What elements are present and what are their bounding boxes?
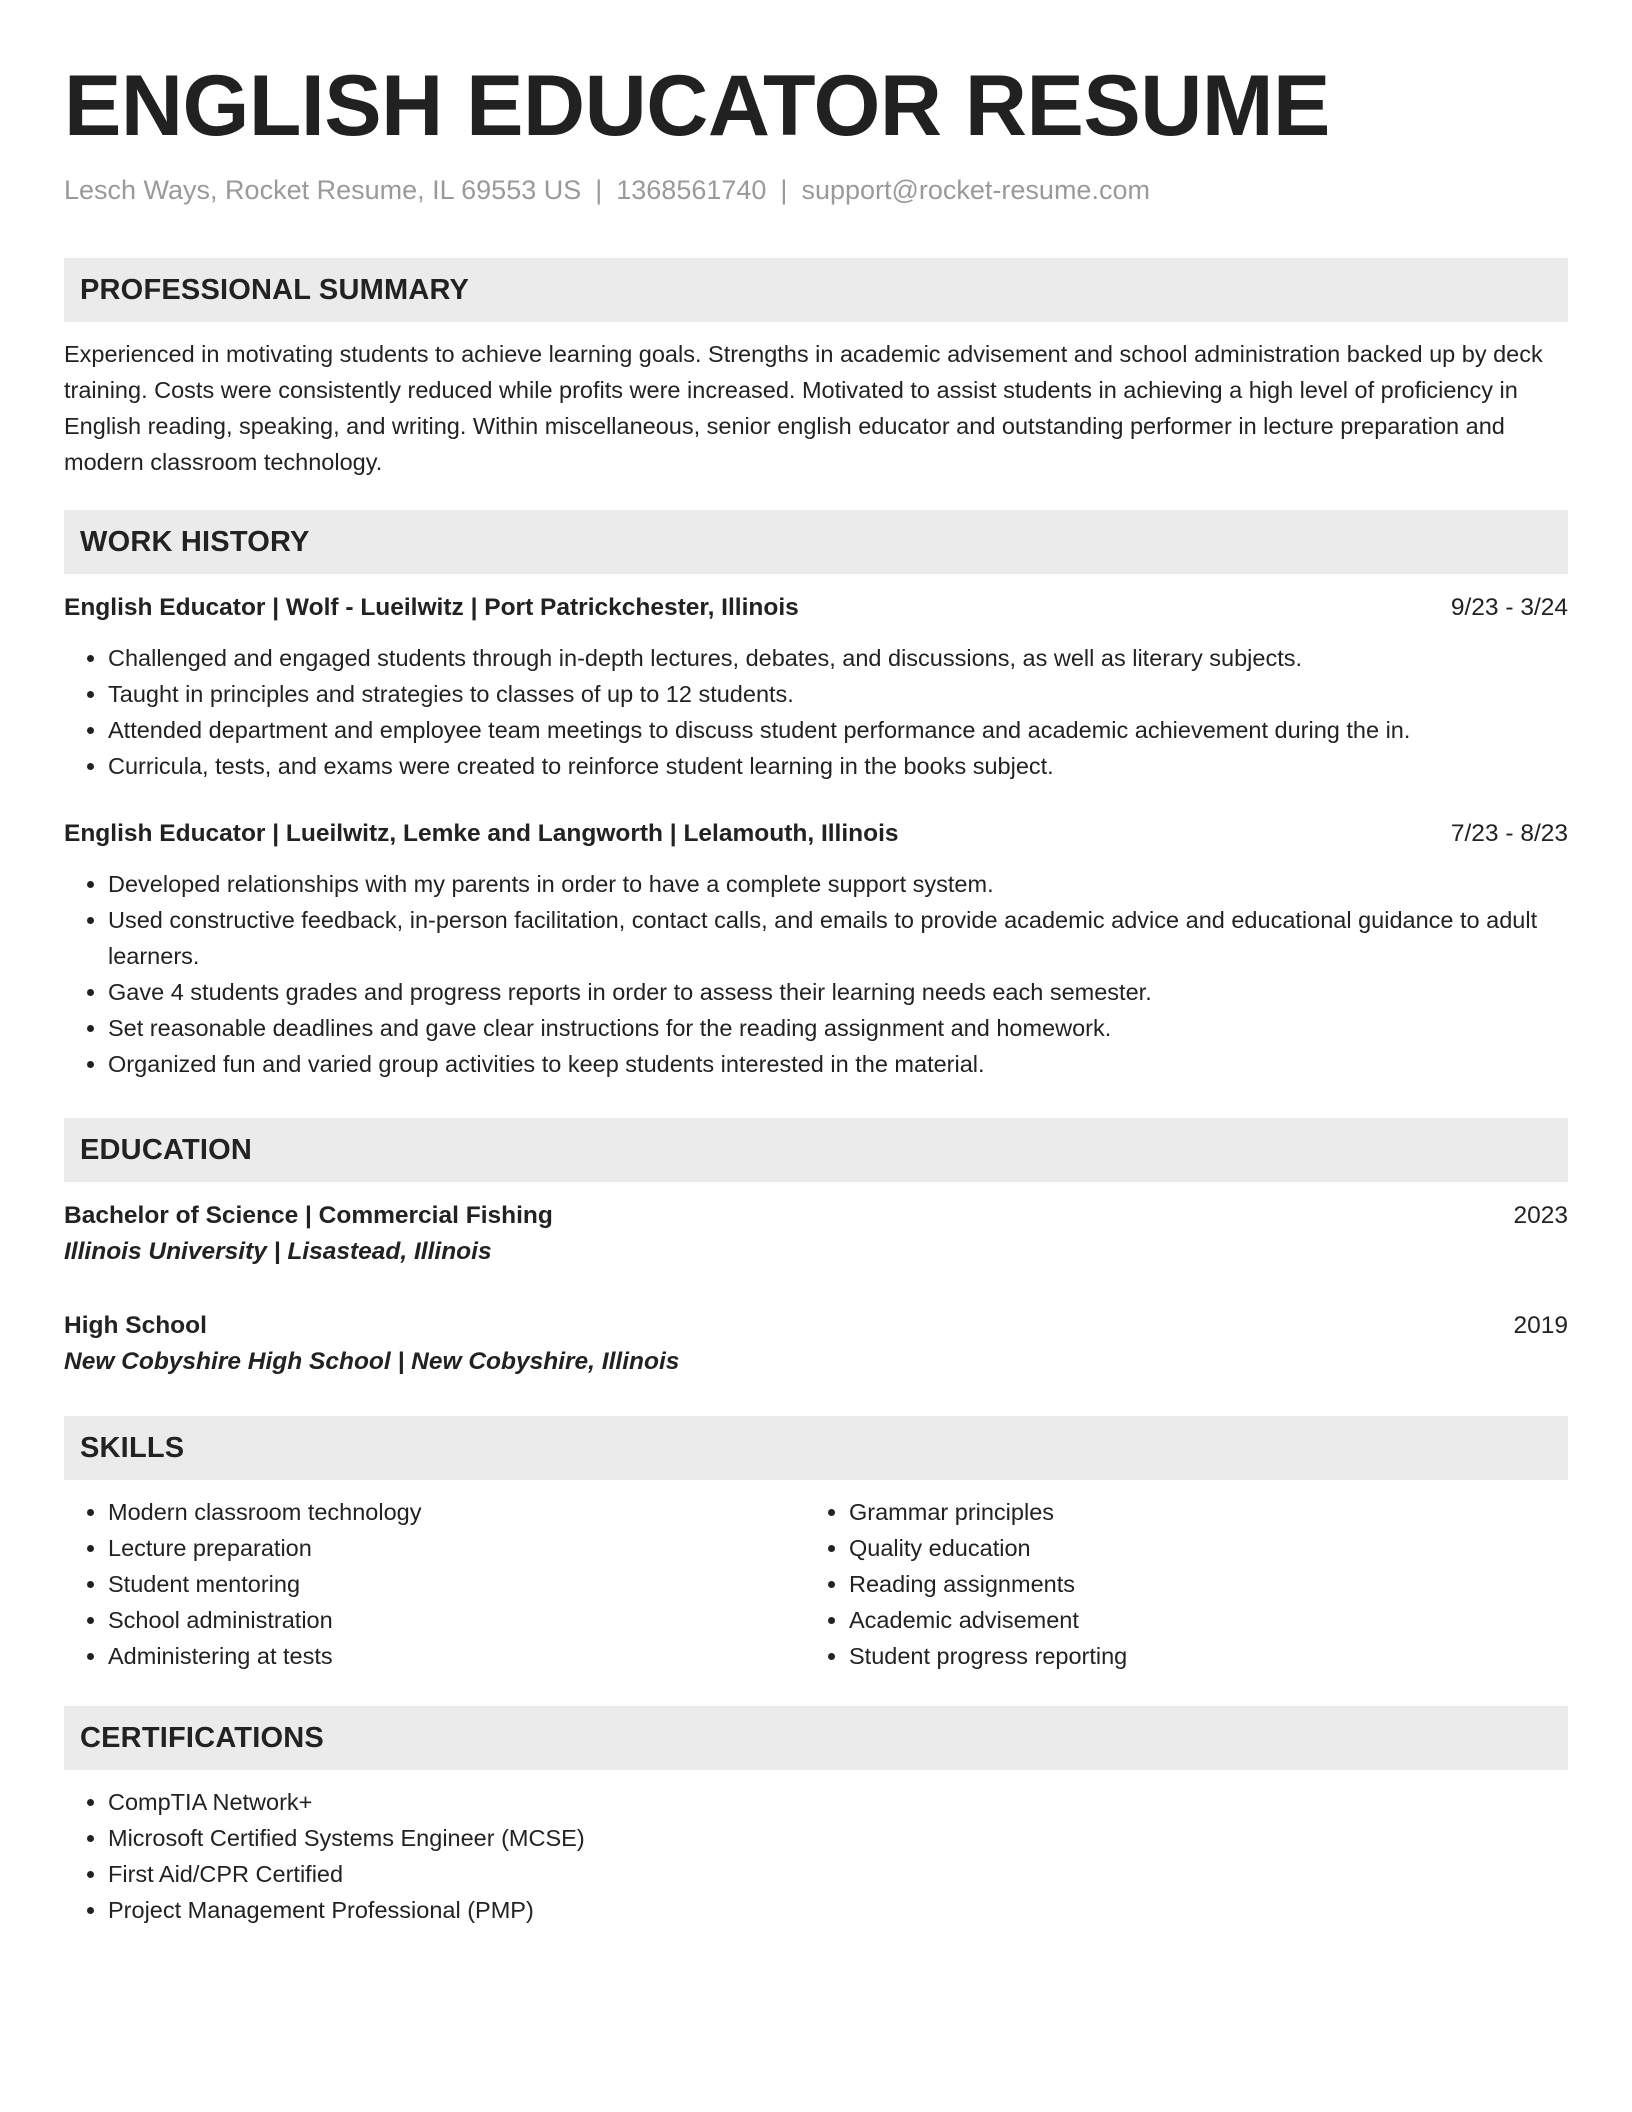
list-item: • Challenged and engaged students through in-depth lectures, debates, and discussions, as well as literary subjects. <box>108 640 1568 676</box>
job-bullets <box>64 640 1568 784</box>
list-item: • Gave 4 students grades and progress reports in order to assess their learning needs each semester. <box>108 974 1568 1010</box>
list-item: • Administering at tests <box>108 1638 805 1674</box>
list-item: • Organized fun and varied group activities to keep students interested in the material. <box>108 1046 1568 1082</box>
education-year: 2019 <box>1513 1312 1568 1339</box>
list-item: • School administration <box>108 1602 805 1638</box>
list-item: • Curricula, tests, and exams were created to reinforce student learning in the books subject. <box>108 748 1568 784</box>
skills-list <box>805 1494 1546 1674</box>
job-dates: 9/23 - 3/24 <box>1450 594 1568 621</box>
job-entry <box>64 816 1568 1082</box>
summary-text: Experienced in motivating students to achieve learning goals. Strengths in academic advisement and school administration backed up by deck training. Costs were consistently reduced while profits were increased. Motivated to assist students in achieving a high level of proficiency in English reading, speaking, and writing. Within miscellaneous, senior english educator and outstanding performer in lecture preparation and modern classroom technology. <box>64 341 1543 475</box>
list-item: • Attended department and employee team meetings to discuss student performance and academic achievement during the in. <box>108 712 1568 748</box>
education-entry <box>64 1308 1568 1380</box>
contact-separator: | <box>595 175 603 205</box>
contact-address: Lesch Ways, Rocket Resume, IL 69553 US <box>64 175 582 205</box>
section-header-work-history: WORK HISTORY <box>64 510 1568 574</box>
job-header <box>64 816 1568 852</box>
section-header-skills: SKILLS <box>64 1416 1568 1480</box>
list-item: • Modern classroom technology <box>108 1494 805 1530</box>
section-header-certifications: CERTIFICATIONS <box>64 1706 1568 1770</box>
list-item: • Set reasonable deadlines and gave clear instructions for the reading assignment and homework. <box>108 1010 1568 1046</box>
education-year: 2023 <box>1513 1202 1568 1229</box>
contact-phone: 1368561740 <box>616 175 767 205</box>
education-degree: Bachelor of Science | Commercial Fishing <box>64 1202 553 1229</box>
education-school: Illinois University | Lisastead, Illinois <box>64 1238 492 1265</box>
certifications-list <box>64 1784 1568 1928</box>
list-item: • Academic advisement <box>849 1602 1546 1638</box>
job-title: English Educator | Wolf - Lueilwitz | Port Patrickchester, Illinois <box>64 594 799 621</box>
skills-grid <box>64 1494 1568 1674</box>
education-header <box>64 1308 1568 1344</box>
list-item: • Project Management Professional (PMP) <box>108 1892 1568 1928</box>
skills-column-left <box>64 1494 805 1674</box>
list-item: • Grammar principles <box>849 1494 1546 1530</box>
contact-line <box>64 172 1568 208</box>
job-header <box>64 590 1568 626</box>
list-item: • CompTIA Network+ <box>108 1784 1568 1820</box>
job-bullets <box>64 866 1568 1082</box>
job-title: English Educator | Lueilwitz, Lemke and Langworth | Lelamouth, Illinois <box>64 820 899 847</box>
list-item: • Student progress reporting <box>849 1638 1546 1674</box>
contact-email: support@rocket-resume.com <box>801 175 1150 205</box>
contact-separator: | <box>780 175 788 205</box>
job-entry <box>64 590 1568 784</box>
resume-title: ENGLISH EDUCATOR RESUME <box>64 58 1330 154</box>
list-item: • Used constructive feedback, in-person facilitation, contact calls, and emails to provide academic advice and educational guidance to adult learners. <box>108 902 1568 974</box>
list-item: • First Aid/CPR Certified <box>108 1856 1568 1892</box>
job-dates: 7/23 - 8/23 <box>1450 820 1568 847</box>
education-school: New Cobyshire High School | New Cobyshire, Illinois <box>64 1348 680 1375</box>
skills-list <box>64 1494 805 1674</box>
list-item: • Student mentoring <box>108 1566 805 1602</box>
education-header <box>64 1198 1568 1234</box>
education-degree: High School <box>64 1312 207 1339</box>
section-header-summary: PROFESSIONAL SUMMARY <box>64 258 1568 322</box>
list-item: • Taught in principles and strategies to classes of up to 12 students. <box>108 676 1568 712</box>
list-item: • Lecture preparation <box>108 1530 805 1566</box>
education-entry <box>64 1198 1568 1270</box>
list-item: • Microsoft Certified Systems Engineer (MCSE) <box>108 1820 1568 1856</box>
list-item: • Developed relationships with my parents in order to have a complete support system. <box>108 866 1568 902</box>
list-item: • Reading assignments <box>849 1566 1546 1602</box>
list-item: • Quality education <box>849 1530 1546 1566</box>
skills-column-right <box>805 1494 1546 1674</box>
section-header-education: EDUCATION <box>64 1118 1568 1182</box>
